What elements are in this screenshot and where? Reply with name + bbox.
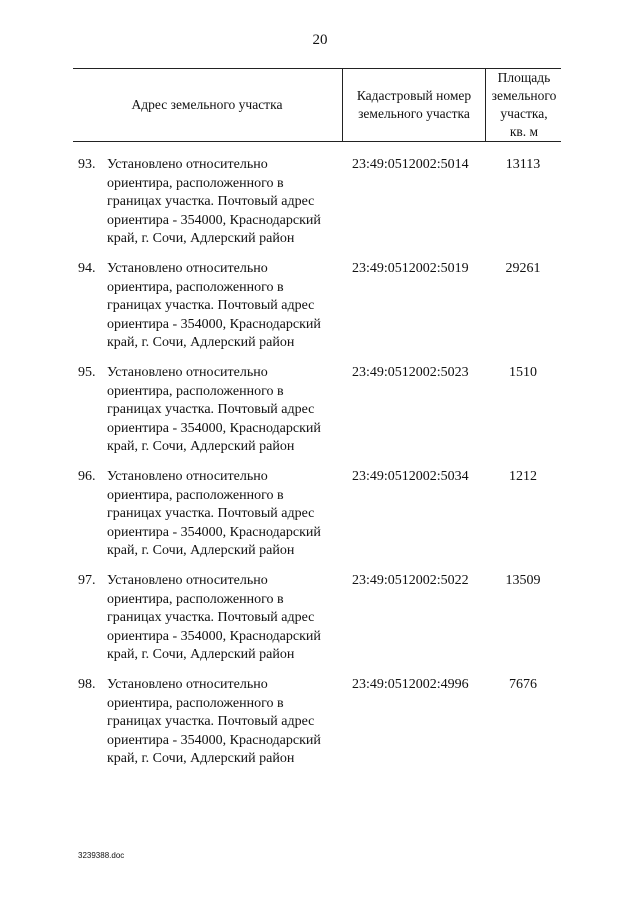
address-line: границах участка. Почтовый адрес <box>107 714 315 729</box>
address-line: Установлено относительно <box>107 573 268 588</box>
row-cadastral-number: 23:49:0512002:5019 <box>352 261 469 276</box>
row-number: 98. <box>78 677 96 692</box>
table-row <box>73 156 561 256</box>
address-line: ориентира - 354000, Краснодарский <box>107 628 321 644</box>
table-row <box>73 260 561 360</box>
address-line: Установлено относительно <box>107 469 268 484</box>
header-cadastral-line: земельного участка <box>358 106 470 121</box>
address-line: край, г. Сочи, Адлерский район <box>107 751 295 766</box>
address-line: ориентира - 354000, Краснодарский <box>107 732 321 748</box>
row-cadastral-number: 23:49:0512002:5022 <box>352 573 469 588</box>
row-number: 93. <box>78 157 96 172</box>
row-area: 1510 <box>509 365 537 380</box>
row-area: 1212 <box>509 469 537 484</box>
header-area-line: кв. м <box>509 124 539 139</box>
header-cadastral-number <box>342 69 485 141</box>
header-cadastral-line: Кадастровый номер <box>356 88 472 103</box>
row-address <box>107 468 347 561</box>
row-address <box>107 676 347 769</box>
header-area-line: Площадь <box>497 70 551 85</box>
address-line: ориентира - 354000, Краснодарский <box>107 420 321 436</box>
address-line: границах участка. Почтовый адрес <box>107 298 315 313</box>
table-row <box>73 468 561 568</box>
row-address <box>107 156 347 249</box>
row-area: 29261 <box>505 261 541 276</box>
address-line: границах участка. Почтовый адрес <box>107 194 315 209</box>
header-area-line: участка, <box>500 106 548 121</box>
row-cadastral-number: 23:49:0512002:5023 <box>352 365 469 380</box>
header-area-line: земельного <box>491 88 557 103</box>
address-line: край, г. Сочи, Адлерский район <box>107 543 295 558</box>
address-line: Установлено относительно <box>107 365 268 380</box>
row-cadastral-number: 23:49:0512002:4996 <box>352 677 469 692</box>
address-line: ориентира, расположенного в <box>107 175 284 191</box>
address-line: Установлено относительно <box>107 677 268 692</box>
address-line: Установлено относительно <box>107 157 268 172</box>
header-address: Адрес земельного участка <box>131 97 283 112</box>
address-line: край, г. Сочи, Адлерский район <box>107 231 295 246</box>
address-line: ориентира - 354000, Краснодарский <box>107 212 321 228</box>
address-line: край, г. Сочи, Адлерский район <box>107 647 295 662</box>
footer-filename: 3239388.doc <box>78 851 125 860</box>
address-line: край, г. Сочи, Адлерский район <box>107 439 295 454</box>
land-plots-table <box>73 68 561 766</box>
row-number: 94. <box>78 261 96 276</box>
address-line: ориентира, расположенного в <box>107 695 284 711</box>
address-line: ориентира, расположенного в <box>107 383 284 399</box>
row-cadastral-number: 23:49:0512002:5014 <box>352 157 469 172</box>
row-area: 13509 <box>505 573 541 588</box>
row-area: 7676 <box>509 677 537 692</box>
row-cadastral-number: 23:49:0512002:5034 <box>352 469 469 484</box>
address-line: границах участка. Почтовый адрес <box>107 402 315 417</box>
address-line: ориентира, расположенного в <box>107 279 284 295</box>
table-row <box>73 676 561 776</box>
page-number: 20 <box>312 32 328 48</box>
address-line: Установлено относительно <box>107 261 268 276</box>
address-line: ориентира, расположенного в <box>107 591 284 607</box>
row-address <box>107 260 347 353</box>
address-line: ориентира, расположенного в <box>107 487 284 503</box>
table-row <box>73 572 561 672</box>
row-number: 95. <box>78 365 96 380</box>
table-row <box>73 364 561 464</box>
header-area <box>485 69 562 141</box>
address-line: границах участка. Почтовый адрес <box>107 610 315 625</box>
row-number: 97. <box>78 573 96 588</box>
row-address <box>107 364 347 457</box>
address-line: ориентира - 354000, Краснодарский <box>107 524 321 540</box>
row-number: 96. <box>78 469 96 484</box>
address-line: край, г. Сочи, Адлерский район <box>107 335 295 350</box>
address-line: границах участка. Почтовый адрес <box>107 506 315 521</box>
address-line: ориентира - 354000, Краснодарский <box>107 316 321 332</box>
row-address <box>107 572 347 665</box>
row-area: 13113 <box>505 157 541 172</box>
table-header <box>73 68 561 142</box>
